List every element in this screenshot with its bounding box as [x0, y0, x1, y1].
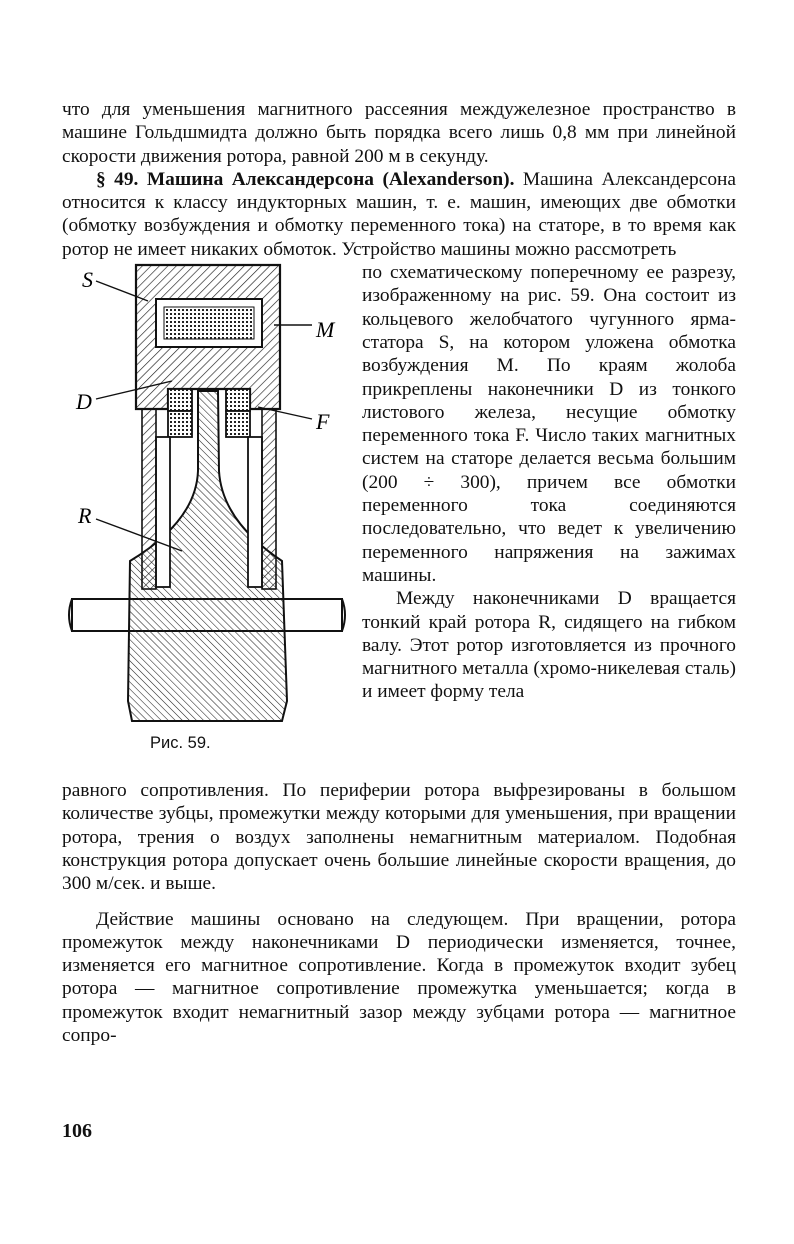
paragraph-rotor-a: Между наконечниками D вращается тонкий край ротора R, сидящего на гибком валу. Этот ротор изготовляется из прочного магнитного металла (хромо-никелевая сталь) и имеет форму тела — [362, 588, 736, 703]
page-number: 106 — [62, 1120, 92, 1142]
figure-59 — [62, 261, 352, 779]
figure-caption: Рис. 59. — [150, 734, 211, 753]
paragraph-rotor-b: равного сопротивления. По периферии ротора выфрезированы в большом количестве зубцы, промежутки между которыми для уменьшения, при вращении ротора, трения о воздух заполнены немагнитным материалом. Подобная конструкция ротора допускает очень большие линейные скорости вращения, до 300 м/сек. и выше. — [62, 780, 736, 895]
section-number: § 49. — [96, 168, 139, 190]
page-body — [62, 98, 736, 1047]
paragraph-operation: Действие машины основано на следующем. При вращении, ротора промежуток между наконечниками D периодически изменяется, точнее, изменяется его магнитное сопротивление. Когда в промежуток входит зубец ротора — магнитное сопротивление промежутка уменьшается; когда в промежуток входит немагнитный зазор между зубцами ротора — магнитное сопро- — [62, 908, 736, 1047]
section-49-paragraph — [62, 168, 736, 261]
label-S: S — [82, 267, 93, 293]
section-text-a: Машина Александерсона относится к классу индукторных машин, т. е. машин, имеющих две обмотки (обмотку возбуждения и обмотку переменного тока) на статоре, в то время как ротор не имеет никаких обмоток. Устройство машины можно рассмотреть — [62, 168, 736, 260]
section-title: Машина Александерсона (Alexanderson). — [146, 168, 515, 190]
label-R: R — [78, 503, 92, 529]
label-F: F — [316, 409, 330, 435]
label-M: M — [316, 317, 335, 343]
label-D: D — [76, 389, 92, 415]
paragraph-intro: что для уменьшения магнитного рассеяния междужелезное пространство в машине Гольдшмидта должно быть порядка всего лишь 0,8 мм при линейной скорости движения ротора, равной 200 м в секунду. — [62, 99, 736, 167]
section-text-b: по схематическому поперечному ее разрезу, изображенному на рис. 59. Она состоит из кольцевого желобчатого чугунного ярма-статора S, на котором уложена обмотка возбуждения M. По краям жолоба прикреплены наконечники D из тонкого листового железа, несущие обмотку переменного тока F. Число таких магнитных систем на статоре делается весьма большим (200 ÷ 300), причем все обмотки переменного тока соединяются последовательно, что ведет к увеличению переменного напряжения на зажимах машины. — [362, 262, 736, 586]
machine-cross-section-diagram — [62, 261, 352, 731]
